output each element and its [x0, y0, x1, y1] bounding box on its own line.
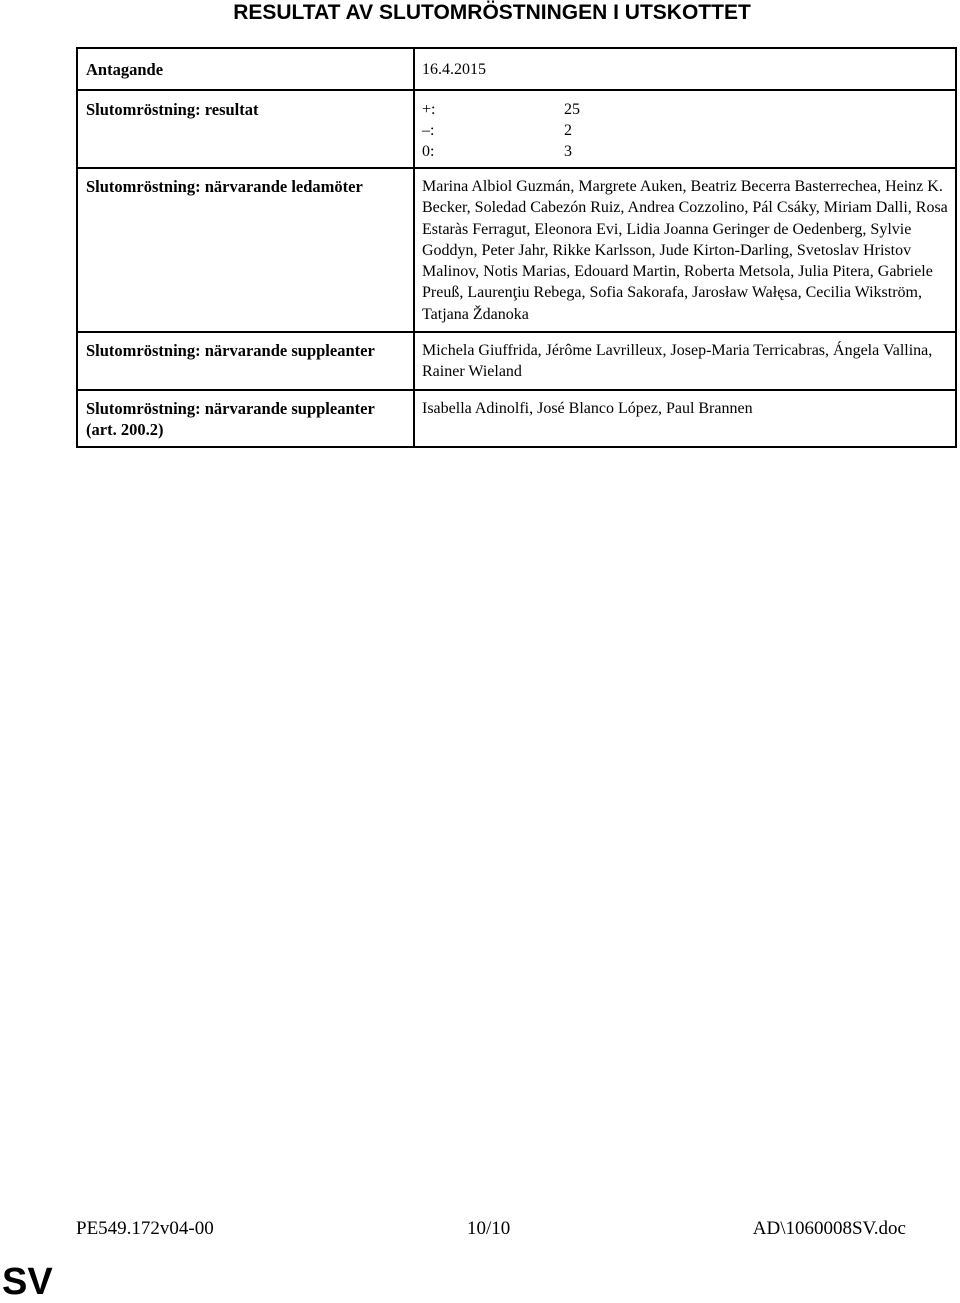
result-label: Slutomröstning: resultat [77, 90, 414, 168]
vote-abstain-line [422, 141, 949, 162]
vote-abstain-symbol: 0: [422, 143, 435, 160]
footer-page-number: 10/10 [467, 1218, 511, 1239]
table-row-substitutes-200 [77, 390, 956, 447]
members-list: Marina Albiol Guzmán, Margrete Auken, Beatriz Becerra Basterrechea, Heinz K. Becker, Soledad Cabezón Ruiz, Andrea Cozzolino, Pál Csáky, Miriam Dalli, Rosa Estaràs Ferragut, Eleonora Evi, Lidia Joanna Geringer de Oedenberg, Sylvie Goddyn, Peter Jahr, Rikke Karlsson, Jude Kirton-Darling, Svetoslav Hristov Malinov, Notis Marias, Edouard Martin, Roberta Metsola, Julia Pitera, Gabriele Preuß, Laurenţiu Rebega, Sofia Sakorafa, Jarosław Wałęsa, Cecilia Wikström, Tatjana Ždanoka [414, 168, 956, 332]
result-votes [414, 90, 956, 168]
members-label: Slutomröstning: närvarande ledamöter [77, 168, 414, 332]
footer-doc-id: AD\1060008SV.doc [752, 1218, 906, 1239]
table-row-members [77, 168, 956, 332]
document-title: RESULTAT AV SLUTOMRÖSTNINGEN I UTSKOTTET [233, 1, 751, 24]
substitutes-list: Michela Giuffrida, Jérôme Lavrilleux, Josep-Maria Terricabras, Ángela Vallina, Rainer Wieland [414, 332, 956, 390]
substitutes-label: Slutomröstning: närvarande suppleanter [77, 332, 414, 390]
substitutes-200-list: Isabella Adinolfi, José Blanco López, Paul Brannen [414, 390, 956, 447]
vote-for-symbol: +: [422, 101, 436, 118]
vote-abstain-count: 3 [564, 143, 572, 160]
footer-reference: PE549.172v04-00 [76, 1218, 214, 1239]
substitutes-200-label: Slutomröstning: närvarande suppleanter (art. 200.2) [77, 390, 414, 447]
table-row-result [77, 90, 956, 168]
adoption-label: Antagande [77, 48, 414, 90]
table-row-adoption [77, 48, 956, 90]
vote-against-line [422, 120, 949, 141]
table-row-substitutes [77, 332, 956, 390]
vote-for-count: 25 [564, 101, 580, 118]
vote-for-line [422, 99, 949, 120]
language-code: SV [2, 1261, 53, 1303]
adoption-date: 16.4.2015 [414, 48, 956, 90]
vote-against-symbol: –: [422, 122, 435, 139]
vote-against-count: 2 [564, 122, 572, 139]
final-vote-table [76, 47, 957, 448]
